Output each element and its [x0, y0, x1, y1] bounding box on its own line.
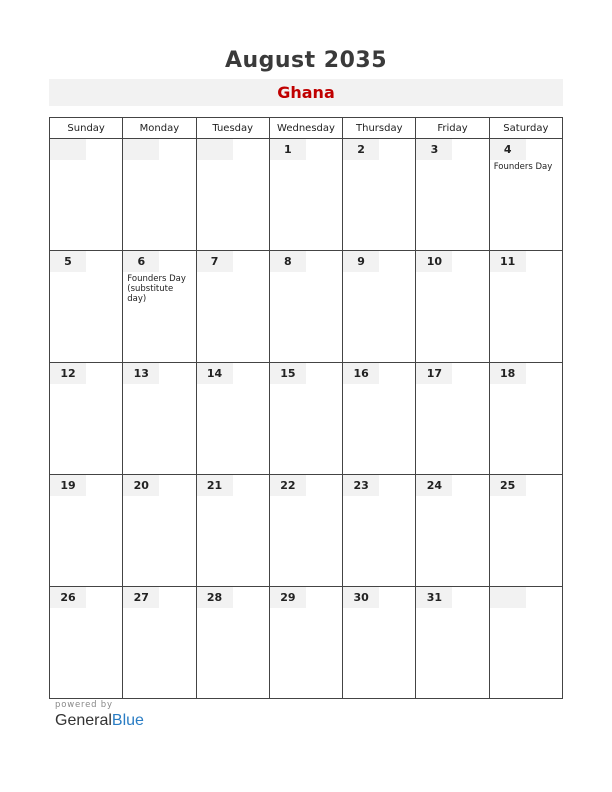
country-banner: Ghana	[49, 79, 563, 106]
day-number: 25	[490, 475, 526, 496]
day-number: 5	[50, 251, 86, 272]
day-number: 16	[343, 363, 379, 384]
day-cell	[50, 251, 123, 363]
holiday-label	[50, 608, 122, 610]
holiday-label	[270, 160, 342, 162]
day-cell	[489, 475, 562, 587]
day-cell	[269, 251, 342, 363]
day-number: 22	[270, 475, 306, 496]
day-cell	[416, 587, 489, 699]
day-number: 4	[490, 139, 526, 160]
holiday-label	[490, 496, 562, 498]
day-cell	[269, 363, 342, 475]
day-cell	[416, 475, 489, 587]
day-number: 27	[123, 587, 159, 608]
day-cell	[196, 475, 269, 587]
day-number: 19	[50, 475, 86, 496]
day-number: 8	[270, 251, 306, 272]
day-cell	[416, 363, 489, 475]
weekday-friday: Friday	[416, 118, 489, 139]
holiday-label	[197, 384, 269, 386]
powered-by-text: powered by	[55, 700, 113, 710]
week-row-3	[50, 363, 563, 475]
day-number: 2	[343, 139, 379, 160]
holiday-label: Founders Day	[493, 162, 553, 172]
day-cell	[489, 139, 562, 251]
day-number: 31	[416, 587, 452, 608]
day-cell	[489, 363, 562, 475]
week-row-5	[50, 587, 563, 699]
day-cell	[123, 139, 196, 251]
holiday-label	[197, 608, 269, 610]
day-number	[123, 139, 159, 160]
generalblue-logo[interactable]	[55, 712, 144, 730]
holiday-label	[343, 272, 415, 274]
footer-branding	[55, 700, 144, 730]
holiday-label	[50, 496, 122, 498]
holiday-label: Founders Day (substitute day)	[127, 274, 186, 304]
holiday-label	[490, 608, 562, 610]
day-cell	[196, 363, 269, 475]
week-row-2	[50, 251, 563, 363]
day-number: 23	[343, 475, 379, 496]
holiday-label	[197, 272, 269, 274]
holiday-label	[270, 608, 342, 610]
day-cell	[123, 363, 196, 475]
day-number: 13	[123, 363, 159, 384]
holiday-label	[123, 496, 195, 498]
day-number: 3	[416, 139, 452, 160]
day-cell	[343, 251, 416, 363]
holiday-label	[270, 272, 342, 274]
day-cell	[416, 139, 489, 251]
brand-blue: Blue	[111, 712, 144, 729]
day-number: 21	[197, 475, 233, 496]
day-cell	[489, 251, 562, 363]
holiday-label	[490, 272, 562, 274]
day-number	[490, 587, 526, 608]
holiday-label	[123, 160, 195, 162]
holiday-label	[416, 608, 488, 610]
day-cell	[343, 139, 416, 251]
weekday-thursday: Thursday	[343, 118, 416, 139]
month-calendar	[49, 117, 563, 699]
day-number: 29	[270, 587, 306, 608]
day-cell	[123, 251, 196, 363]
weekday-wednesday: Wednesday	[269, 118, 342, 139]
day-cell	[123, 475, 196, 587]
day-number: 6	[123, 251, 159, 272]
weekday-monday: Monday	[123, 118, 196, 139]
calendar-title: August 2035	[224, 48, 388, 73]
day-cell	[50, 587, 123, 699]
holiday-label	[123, 384, 195, 386]
holiday-label	[343, 384, 415, 386]
weekday-tuesday: Tuesday	[196, 118, 269, 139]
day-number: 12	[50, 363, 86, 384]
day-cell	[123, 587, 196, 699]
day-cell	[269, 475, 342, 587]
day-cell	[269, 139, 342, 251]
holiday-label	[416, 384, 488, 386]
day-number	[197, 139, 233, 160]
day-cell	[343, 587, 416, 699]
day-number: 7	[197, 251, 233, 272]
weekday-header-row	[50, 118, 563, 139]
weekday-sunday: Sunday	[50, 118, 123, 139]
day-number: 26	[50, 587, 86, 608]
day-number: 28	[197, 587, 233, 608]
holiday-label	[490, 384, 562, 386]
weekday-saturday: Saturday	[489, 118, 562, 139]
day-cell	[50, 363, 123, 475]
holiday-label	[50, 160, 122, 162]
holiday-label	[343, 608, 415, 610]
day-number: 17	[416, 363, 452, 384]
day-number: 9	[343, 251, 379, 272]
day-cell	[196, 251, 269, 363]
day-number: 15	[270, 363, 306, 384]
holiday-label	[197, 160, 269, 162]
day-number: 18	[490, 363, 526, 384]
day-cell	[196, 587, 269, 699]
holiday-label	[416, 496, 488, 498]
day-number: 24	[416, 475, 452, 496]
holiday-label	[416, 160, 488, 162]
day-number: 20	[123, 475, 159, 496]
day-number: 30	[343, 587, 379, 608]
day-cell	[50, 139, 123, 251]
holiday-label	[50, 272, 122, 274]
day-number: 10	[416, 251, 452, 272]
day-cell	[343, 363, 416, 475]
day-number: 14	[197, 363, 233, 384]
day-cell	[50, 475, 123, 587]
day-cell	[489, 587, 562, 699]
day-number: 1	[270, 139, 306, 160]
holiday-label	[343, 160, 415, 162]
day-cell	[416, 251, 489, 363]
brand-general: General	[55, 712, 112, 729]
day-cell	[269, 587, 342, 699]
holiday-label	[343, 496, 415, 498]
week-row-1	[50, 139, 563, 251]
week-row-4	[50, 475, 563, 587]
holiday-label	[416, 272, 488, 274]
holiday-label	[197, 496, 269, 498]
day-cell	[196, 139, 269, 251]
day-number: 11	[490, 251, 526, 272]
day-cell	[343, 475, 416, 587]
holiday-label	[270, 384, 342, 386]
holiday-label	[50, 384, 122, 386]
day-number	[50, 139, 86, 160]
holiday-label	[123, 608, 195, 610]
holiday-label	[270, 496, 342, 498]
